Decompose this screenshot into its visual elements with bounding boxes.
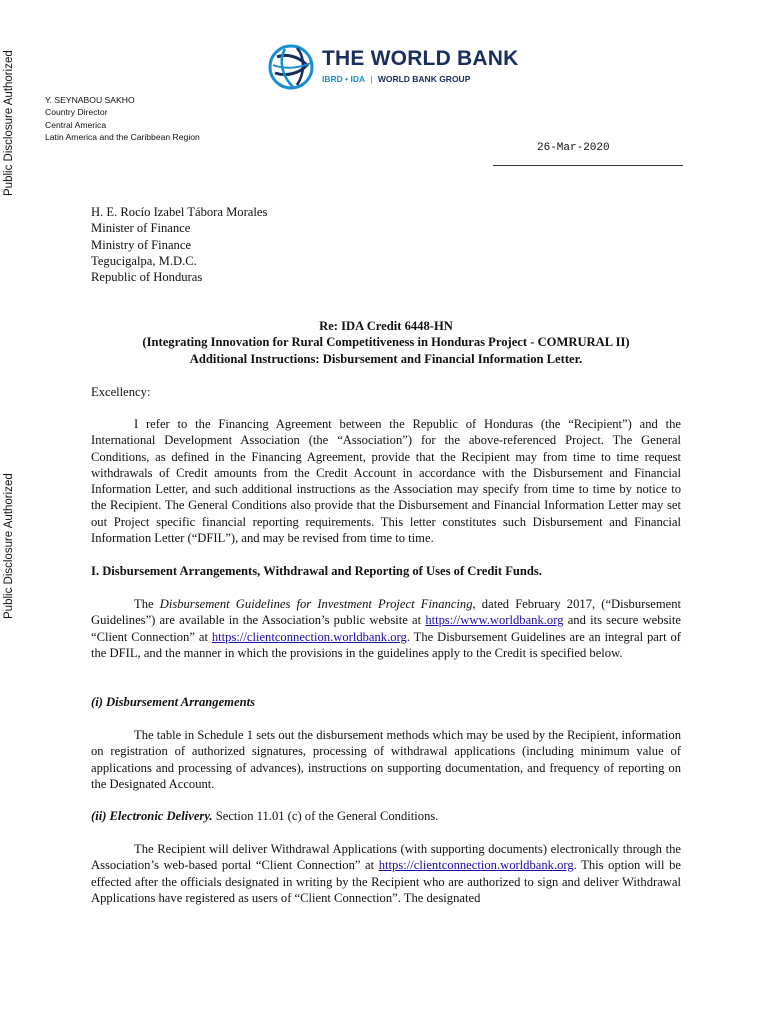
globe-icon [267, 43, 315, 91]
sender-unit: Central America [45, 119, 107, 130]
paragraph-electronic-delivery: The Recipient will deliver Withdrawal Applications (with supporting documents) electronically through the Association’s web-based portal “Client Connection” at https://clientconnection.worldbank.org. This option will be effected after the officials designated in writing by the Recipient who are authorized to sign and deliver Withdrawal Applications have registered as users of “Client Connection”. The designated [91, 842, 681, 905]
world-bank-logo [267, 43, 519, 93]
logo-title: THE WORLD BANK [322, 47, 519, 70]
letter-date: 26-Mar-2020 [493, 142, 683, 166]
disclosure-label-middle: Public Disclosure Authorized [3, 473, 15, 619]
sender-title: Country Director [45, 107, 108, 118]
disclosure-label-top: Public Disclosure Authorized [3, 50, 15, 196]
sender-name: Y. SEYNABOU SAKHO [45, 95, 135, 105]
sender-block [45, 94, 200, 143]
subsection-heading-disbursement: (i) Disbursement Arrangements [91, 695, 255, 709]
paragraph-guidelines: The Disbursement Guidelines for Investment Project Financing, dated February 2017, (“Disbursement Guidelines”) are available in the Association’s public website at https://www.worldbank.org and its secure website “Client Connection” at https://clientconnection.worldbank.org. The Disbursement Guidelines are an integral part of the DFIL, and the manner in which the provisions in the guidelines apply to the Credit is specified below. [91, 597, 682, 660]
salutation: Excellency: [91, 385, 151, 399]
addressee-block: H. E. Rocío Izabel Tábora Morales Minister of Finance Ministry of Finance Tegucigalpa, M.D.C. Republic of Honduras [91, 205, 268, 285]
paragraph-intro: I refer to the Financing Agreement between the Republic of Honduras (the “Recipient”) and the International Development Association (the “Association”) for the above-referenced Project. The General Conditions, as defined in the Financing Agreement, provide that the Recipient may from time to time request withdrawals of Credit amounts from the Credit Account in accordance with the Disbursement and Financial Information Letter, and such additional instructions as the Association may specify from time to time by notice to the Recipient. The General Conditions also provide that the Disbursement and Financial Information Letter may set out Project specific financial reporting requirements. This letter constitutes such Disbursement and Financial Information Letter (“DFIL”), and may be revised from time to time. [91, 417, 681, 546]
client-connection-link-2[interactable]: https://clientconnection.worldbank.org [378, 858, 574, 873]
worldbank-link[interactable]: https://www.worldbank.org [425, 613, 564, 628]
sender-region: Latin America and the Caribbean Region [45, 131, 200, 142]
logo-subtitle: IBRD • IDA | WORLD BANK GROUP [322, 74, 471, 84]
paragraph-schedule: The table in Schedule 1 sets out the disbursement methods which may be used by the Recipient, information on registration of authorized signatures, processing of withdrawal applications (including minimum value of applications and processing of advances), instructions on supporting documentation, and frequency of reporting on the Designated Account. [91, 728, 681, 791]
subsection-heading-electronic: (ii) Electronic Delivery. Section 11.01 (c) of the General Conditions. [91, 809, 439, 823]
subject-block: Re: IDA Credit 6448-HN (Integrating Innovation for Rural Competitiveness in Honduras Project - COMRURAL II) Additional Instructions: Disbursement and Financial Information Letter. [142, 319, 630, 366]
section-heading: I. Disbursement Arrangements, Withdrawal and Reporting of Uses of Credit Funds. [91, 564, 542, 578]
client-connection-link[interactable]: https://clientconnection.worldbank.org [211, 629, 407, 644]
